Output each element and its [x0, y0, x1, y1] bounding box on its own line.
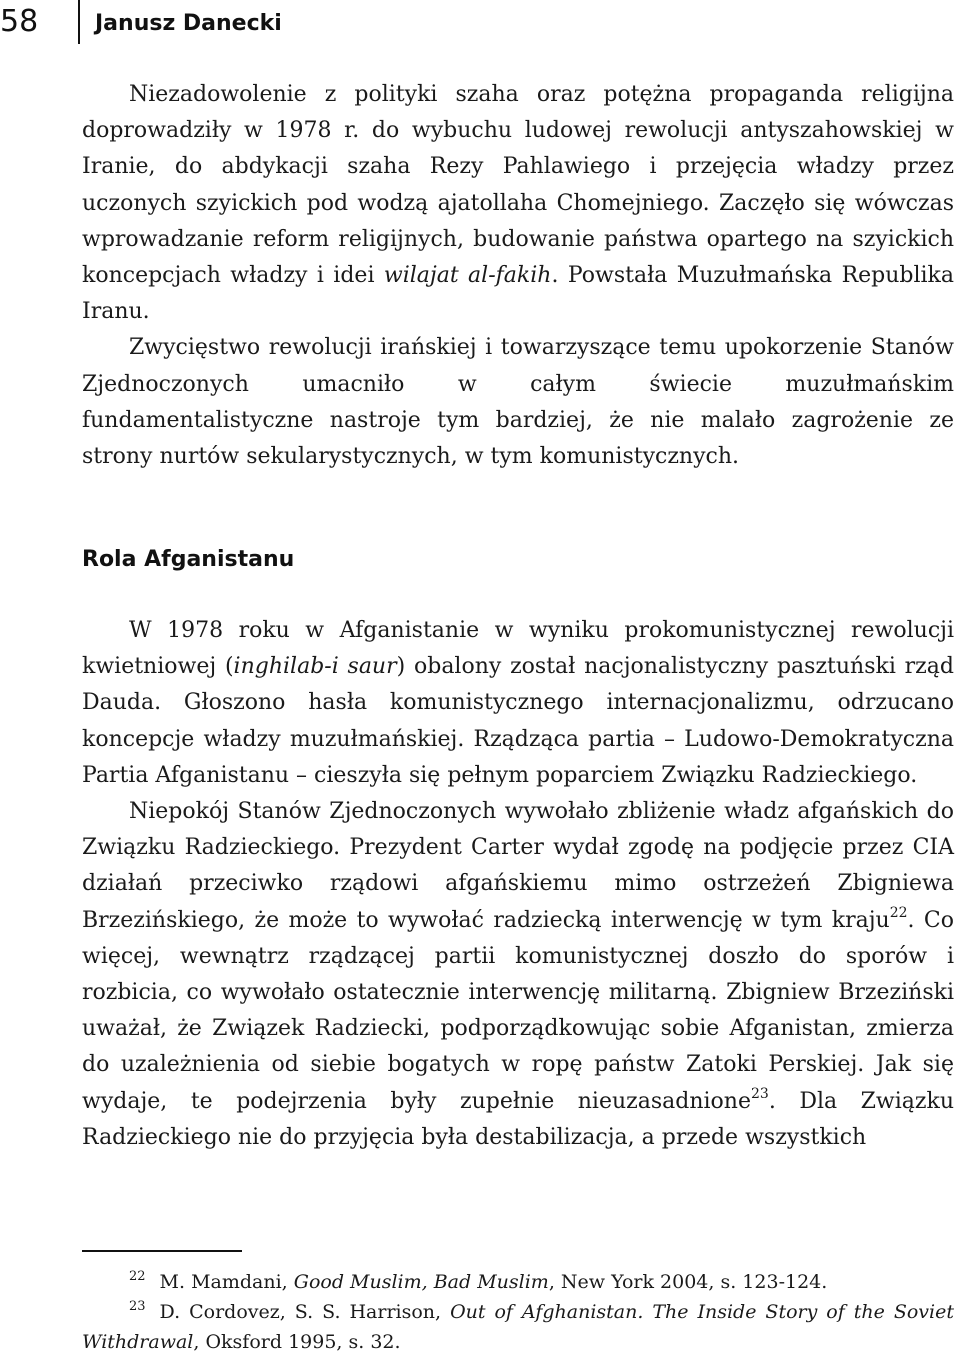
footnote-reference[interactable]: 22 [889, 904, 908, 921]
footnote: $^{22}$ M. Mamdani, Good Muslim, Bad Muslim, New York 2004, s. 123-124. [129, 1269, 828, 1293]
footnote-number: 23 [129, 1299, 146, 1314]
page-number: 58 [0, 4, 39, 39]
paragraph: W 1978 roku w Afganistanie w wyniku prokomunistycznej rewolucji kwietniowej (inghilab-i saur) obalony został nacjonalistyczny pasztuński rząd Dauda. Głoszono hasła komunistycznego internacjonalizmu, odrzucano koncepcje władzy muzułmańskiej. Rządząca partia – Ludowo-Demokratyczna Partia Afganistanu – cieszyła się pełnym poparciem Związku Radzieckiego. [82, 618, 954, 788]
italic-title: Out of Afghanistan. The Inside Story of the Soviet Withdrawal [82, 1301, 954, 1353]
paragraph: Niepokój Stanów Zjednoczonych wywołało zbliżenie władz afgańskich do Związku Radzieckiego. Prezydent Carter wydał zgodę na podjęcie przez CIA działań przeciwko rządowi afgańskiemu mimo ostrzeżeń Zbigniewa Brzezińskiego, że może to wywołać radziecką interwencję w tym kraju$^{22}$. Co więcej, wewnątrz rządzącej partii komunistycznej doszło do sporów i rozbicia, co wywołało ostatecznie interwencję militarną. Zbigniew Brzeziński uważał, że Związek Radziecki, podporządkowując sobie Afganistan, zmierza do uzależnienia od siebie bogatych w ropę państw Zatoki Perskiej. Jak się wydaje, te podejrzenia były zupełnie nieuzasadnione$^{23}$. Dla Związku Radzieckiego nie do przyjęcia była destabilizacja, a przede wszystkich [82, 799, 954, 1150]
header-divider [78, 0, 80, 44]
main-text-section-2 [82, 613, 954, 1156]
section-heading: Rola Afganistanu [82, 547, 295, 572]
paragraph: Zwycięstwo rewolucji irańskiej i towarzyszące temu upokorzenie Stanów Zjednoczonych umacniło w całym świecie muzułmańskim fundamentalistyczne nastroje tym bardziej, że nie malało zagrożenie ze strony nurtów sekularystycznych, w tym komunistycznych. [82, 335, 954, 470]
footnote-number: 22 [129, 1269, 146, 1284]
footnote-reference[interactable]: 23 [750, 1085, 769, 1102]
footnotes [82, 1267, 954, 1357]
main-text-section-1 [82, 77, 954, 475]
footnote: $^{23}$ D. Cordovez, S. S. Harrison, Out of Afghanistan. The Inside Story of the Soviet Withdrawal, Oksford 1995, s. 32. [82, 1299, 954, 1353]
running-head-author: Janusz Danecki [95, 11, 282, 36]
paragraph: Niezadowolenie z polityki szaha oraz potężna propaganda religijna doprowadziły w 1978 r. do wybuchu ludowej rewolucji antyszahowskiej w Iranie, do abdykacji szaha Rezy Pahlawiego i przejęcia władzy przez uczonych szyickich pod wodzą ajatollaha Chomejniego. Zaczęło się wówczas wprowadzanie reform religijnych, budowanie państwa opartego na szyickich koncepcjach władzy i idei wilajat al-fakih. Powstała Muzułmańska Republika Iranu. [82, 82, 955, 325]
italic-term: inghilab-i saur [233, 654, 397, 680]
italic-term: wilajat al-fakih [383, 263, 552, 289]
footnote-divider [82, 1250, 242, 1252]
italic-title: Good Muslim, Bad Muslim [293, 1271, 549, 1293]
